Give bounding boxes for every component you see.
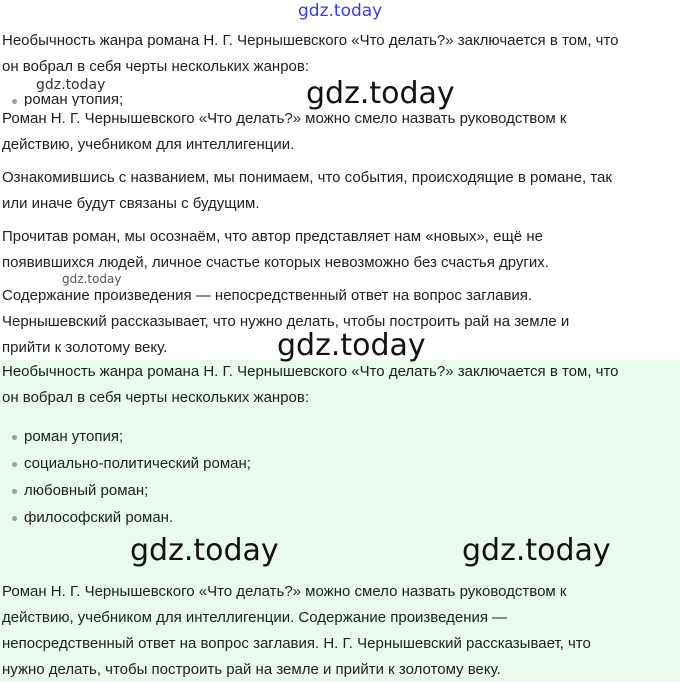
clipped-bullet-row	[12, 94, 312, 106]
answer-final-paragraph	[2, 579, 672, 683]
new-people-line-1: Прочитав роман, мы осознаём, что автор представляет нам «новых», ещё не	[2, 228, 543, 245]
new-people-paragraph	[2, 224, 672, 276]
content-line-3: прийти к золотому веку.	[2, 339, 168, 356]
final-line-4: нужно делать, чтобы построить рай на земле и прийти к золотому веку.	[2, 661, 501, 678]
title-paragraph	[2, 165, 672, 217]
answer-intro-paragraph	[2, 359, 672, 411]
final-line-2: действию, учебником для интеллигенции. Содержание произведения —	[2, 609, 508, 626]
answer-intro-line-1: Необычность жанра романа Н. Г. Чернышевского «Что делать?» заключается в том, что	[2, 363, 619, 380]
list-item: роман утопия;	[12, 423, 251, 450]
content-line-1: Содержание произведения — непосредственный ответ на вопрос заглавия.	[2, 287, 533, 304]
answer-intro-line-2: он вобрал в себя черты нескольких жанров:	[2, 389, 310, 406]
intro-line-1: Необычность жанра романа Н. Г. Чернышевского «Что делать?» заключается в том, что	[2, 32, 619, 49]
watermark-large-4: gdz.today	[462, 533, 611, 568]
clipped-bullet-text: роман утопия;	[24, 94, 124, 106]
watermark-tiny: gdz.today	[62, 272, 122, 286]
watermark-large: gdz.today	[306, 76, 455, 111]
bullet-dot	[12, 99, 17, 104]
content-line-2: Чернышевский рассказывает, что нужно делать, чтобы построить рай на земле и	[2, 313, 570, 330]
watermark-large-3: gdz.today	[130, 533, 279, 568]
guide-line-2: действию, учебником для интеллигенции.	[2, 136, 295, 153]
guide-paragraph	[2, 106, 672, 158]
final-line-3: непосредственный ответ на вопрос заглавия. Н. Г. Чернышевский рассказывает, что	[2, 635, 591, 652]
guide-line-1: Роман Н. Г. Чернышевского «Что делать?» можно смело назвать руководством к	[2, 110, 567, 127]
list-item: любовный роман;	[12, 477, 251, 504]
title-line-1: Ознакомившись с названием, мы понимаем, что события, происходящие в романе, так	[2, 169, 612, 186]
intro-paragraph	[2, 28, 672, 80]
final-line-1: Роман Н. Г. Чернышевского «Что делать?» можно смело назвать руководством к	[2, 583, 567, 600]
list-item: философский роман.	[12, 504, 251, 531]
intro-line-2: он вобрал в себя черты нескольких жанров:	[2, 58, 310, 75]
title-line-2: или иначе будут связаны с будущим.	[2, 195, 260, 212]
genre-list	[12, 423, 251, 531]
watermark-top: gdz.today	[298, 1, 383, 21]
list-item: социально-политический роман;	[12, 450, 251, 477]
new-people-line-2: появившихся людей, личное счастье которых невозможно без счастья других.	[2, 254, 549, 271]
watermark-large-2: gdz.today	[277, 328, 426, 363]
watermark-small: gdz.today	[36, 77, 106, 93]
